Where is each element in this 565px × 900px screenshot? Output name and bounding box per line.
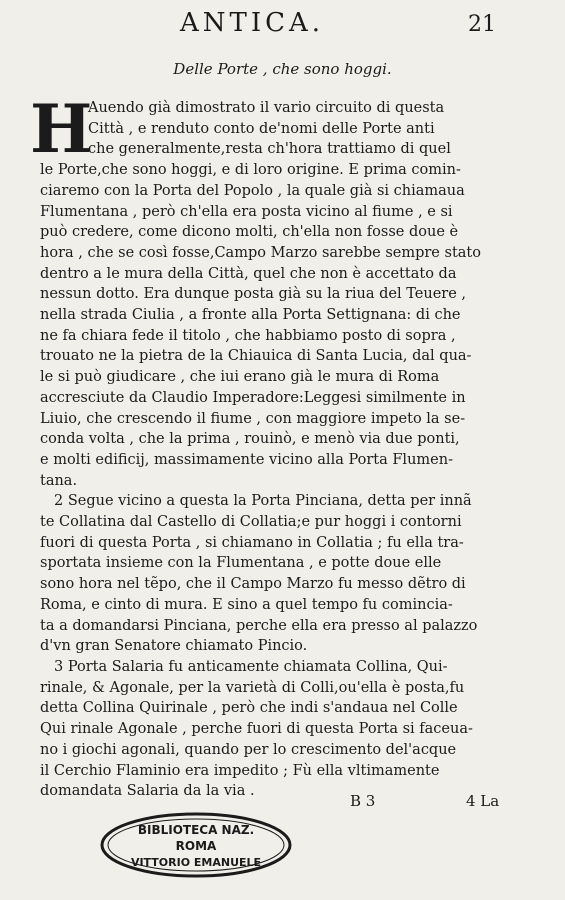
text-line: Roma, e cinto di mura. E sino a quel tempo fu comincia- [40,596,453,613]
text-line: nessun dotto. Era dunque posta già su la riua del Teuere , [40,286,467,303]
text-line: Auendo già dimostrato il vario circuito di questa [88,100,445,116]
stamp-line-3: VITTORIO EMANUELE [130,856,262,869]
text-line: 3 Porta Salaria fu anticamente chiamata Collina, Qui- [54,658,448,675]
catchword: 4 La [466,792,500,810]
text-line: Flumentana , però ch'ella era posta vicino al fiume , e si [40,203,453,220]
text-line: detta Collina Quirinale , però che indi s'andaua nel Colle [40,700,458,717]
page-number: 21 [468,12,496,37]
text-line: conda volta , che la prima , rouinò, e menò via due ponti, [40,431,460,448]
text-line: che generalmente,resta ch'hora trattiamo di quel [88,141,451,158]
text-line: rinale, & Agonale, per la varietà di Colli,ou'ella è posta,fu [40,679,465,696]
running-title: ANTICA. [180,8,325,38]
text-line: no i giochi agonali, quando per lo crescimento del'acque [40,741,457,758]
text-line: dentro a le mura della Città, quel che non è accettato da [40,265,457,282]
text-line: ciaremo con la Porta del Popolo , la quale già si chiamaua [40,182,465,199]
text-line: il Cerchio Flaminio era impedito ; Fù ella vltimamente [40,762,440,779]
text-line: accresciute da Claudio Imperadore:Leggesi similmente in [40,389,466,406]
signature-mark: B 3 [350,792,376,810]
section-heading: Delle Porte , che sono hoggi. [173,60,392,78]
stamp-line-1: BIBLIOTECA NAZ. [137,823,255,837]
text-line: e molti edificij, massimamente vicino alla Porta Flumen- [40,451,453,468]
text-line: può credere, come dicono molti, ch'ella non fosse doue è [40,224,459,241]
text-line: fuori di questa Porta , si chiamano in Collatia ; fu ella tra- [40,534,464,551]
text-line: sono hora nel tẽpo, che il Campo Marzo fu messo dẽtro di [40,576,466,593]
text-line: le Porte,che sono hoggi, e di loro origine. E prima comin- [40,162,461,179]
text-line: Liuio, che crescendo il fiume , con maggiore impeto la se- [40,410,466,427]
text-line: Qui rinale Agonale , perche fuori di questa Porta si faceua- [40,721,473,738]
text-line: ta a domandarsi Pinciana, perche ella era presso al palazzo [40,617,478,634]
text-line: hora , che se così fosse,Campo Marzo sarebbe sempre stato [40,244,481,261]
text-line: sportata insieme con la Flumentana , e potte doue elle [40,555,442,572]
text-line: d'vn gran Senatore chiamato Pincio. [40,638,308,655]
text-line: nella strada Ciulia , a fronte alla Porta Settignana: di che [40,307,461,324]
drop-cap: H [30,90,93,168]
text-line: trouato ne la pietra de la Chiauica di Santa Lucia, dal qua- [40,348,472,365]
text-line: le si può giudicare , che iui erano già le mura di Roma [40,369,440,386]
text-line: tana. [40,472,78,489]
body-text [40,98,528,802]
stamp-line-2: ROMA [175,839,217,853]
text-line: Città , e renduto conto de'nomi delle Porte anti [88,120,435,137]
text-line: domandata Salaria da la via . [40,783,255,800]
text-line: 2 Segue vicino a questa la Porta Pinciana, detta per innã [54,493,472,510]
library-stamp [98,810,294,880]
text-line: te Collatina dal Castello di Collatia;e pur hoggi i contorni [40,514,462,531]
text-line: ne fa chiara fede il titolo , che habbiamo posto di sopra , [40,327,456,344]
